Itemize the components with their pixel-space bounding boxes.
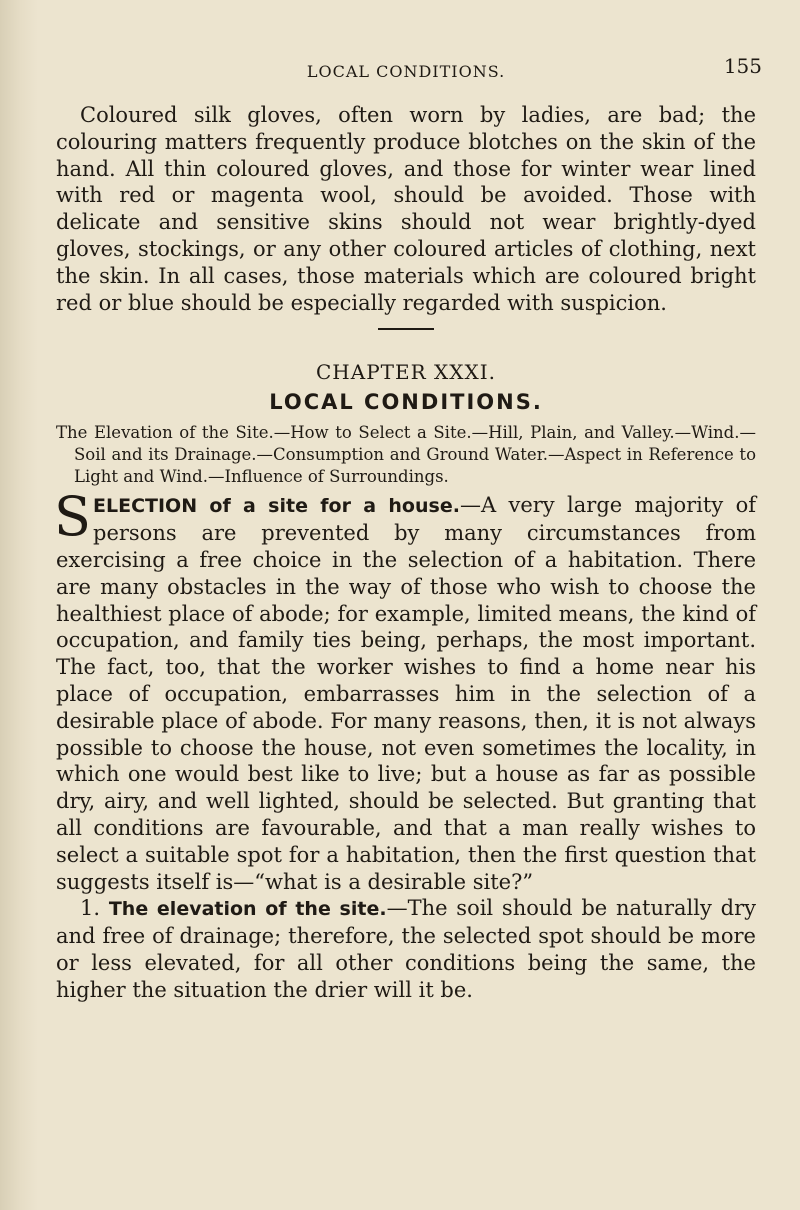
chapter-title: LOCAL CONDITIONS. xyxy=(269,390,543,415)
page-number: 155 xyxy=(723,54,762,78)
section-divider xyxy=(378,328,434,330)
chapter-synopsis: The Elevation of the Site.—How to Select a Site.—Hill, Plain, and Valley.—Wind.—Soil and its Drainage.—Consumption and Ground Water.—Aspect in Reference to Light and Wind.—Influence of Surroundings. xyxy=(56,423,756,487)
book-page xyxy=(54,54,762,1004)
running-head xyxy=(56,54,762,90)
numbered-paragraph xyxy=(56,895,756,1003)
numbered-paragraph-text: —The soil should be naturally dry and free of drainage; therefore, the selected spot should be more or less elevated, for all other conditions being the same, the higher the situation the drier will it be. xyxy=(56,896,756,1002)
chapter-number: CHAPTER XXXI. xyxy=(316,360,496,385)
paragraph-number: 1. xyxy=(80,896,101,921)
first-paragraph-heading: ELECTION of a site for a house. xyxy=(93,495,460,518)
first-paragraph-text: —A very large majority of persons are prevented by many circumstances from exercising a free choice in the selection of a habitation. There are many obstacles in the way of those who wish to choose the healthiest place of abode; for example, limited means, the kind of occupation, and family ties being, perhaps, the most important. The fact, too, that the worker wishes to find a home near his place of occupation, embarrasses him in the selection of a desirable place of abode. For many reasons, then, it is not always possible to choose the house, not even sometimes the locality, in which one would best like to live; but a house as far as possible dry, airy, and well lighted, should be selected. But granting that all conditions are favourable, and that a man really wishes to select a suitable spot for a habitation, then the first question that suggests itself is—“what is a desirable site?” xyxy=(56,493,756,894)
first-paragraph xyxy=(54,485,756,895)
running-title: LOCAL CONDITIONS. xyxy=(306,62,506,81)
opening-paragraph: Coloured silk gloves, often worn by ladies, are bad; the colouring matters frequently produce blotches on the skin of the hand. All thin coloured gloves, and those for winter wear lined with red or magenta wool, should be avoided. Those with delicate and sensitive skins should not wear brightly-dyed gloves, stockings, or any other coloured articles of clothing, next the skin. In all cases, those materials which are coloured bright red or blue should be especially regarded with suspicion. xyxy=(56,103,756,315)
drop-cap: S xyxy=(54,485,91,549)
page-gutter-shadow xyxy=(0,0,38,1210)
numbered-paragraph-heading: The elevation of the site. xyxy=(108,898,387,921)
